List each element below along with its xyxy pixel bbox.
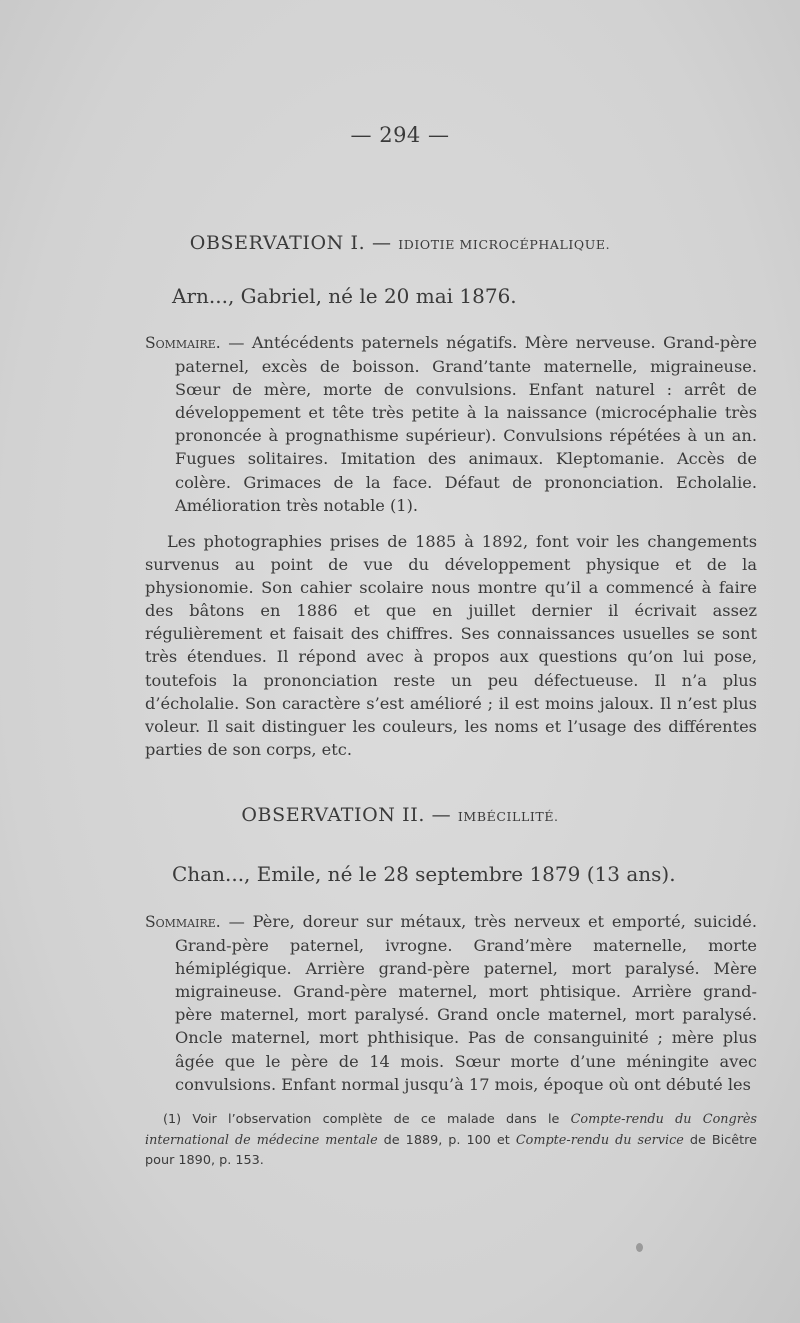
observation-1-body: Les photographies prises de 1885 à 1892, font voir les changements survenus au point de vue du développement physique et de la physionomie. Son cahier scolaire nous montre qu’il a commencé à faire des bâtons en 1886 et que en juillet dernier il écrivait assez régulièrement et faisait des chiffres. Ses connaissances usuelles se sont très étendues. Il répond avec à propos aux questions qu’on lui pose, toutefois la prononciation reste un peu défectueuse. Il n’a plus d’écholalie. Son caractère s’est amélioré ; il est moins jaloux. Il n’est plus voleur. Il sait distinguer les couleurs, les noms et l’usage des différentes parties de son corps, etc. [145,532,757,759]
observation-2-summary-label: Sommaire. [145,913,221,931]
footnote-text-middle: de 1889, p. 100 et [383,1132,510,1148]
footnote-italic-title-1: Compte-rendu du Congrès international de médecine mentale [145,1112,757,1148]
footnote-italic-title-2: Compte-rendu du service [515,1132,684,1148]
footnote-marker: (1) [163,1112,182,1127]
observation-2-heading [0,804,800,826]
observation-1-summary-text: — Antécédents paternels négatifs. Mère nerveuse. Grand-père paternel, excès de boisson. Grand’tante maternelle, migraineuse. Sœur de mère, morte de convulsions. Enfant naturel : arrêt de développement et tête très petite à la naissance (microcéphalie très prononcée à prognathisme supérieur). Convulsions répétées à un an. Fugues solitaires. Imitation des animaux. Kleptomanie. Accès de colère. Grimaces de la face. Défaut de prononciation. Echolalie. Amélioration très notable (1). [175,333,757,515]
observation-1-title: OBSERVATION I. [189,232,366,254]
observation-2-title: OBSERVATION II. [241,804,425,826]
ink-speck [636,1243,643,1252]
observation-1-heading [0,232,800,254]
observation-1-patient: Arn..., Gabriel, né le 20 mai 1876. [172,284,517,308]
footnote-text-before: Voir l’observation complète de ce malade dans le [192,1112,560,1127]
observation-2-patient: Chan..., Emile, né le 28 septembre 1879 (13 ans). [172,862,676,886]
observation-2-summary-text: — Père, doreur sur métaux, très nerveux et emporté, suicidé. Grand-père paternel, ivrogne. Grand’mère maternelle, morte hémiplégique. Arrière grand-père paternel, mort paralysé. Mère migraineuse. Grand-père maternel, mort phtisique. Arrière grand-père maternel, mort paralysé. Grand oncle maternel, mort paralysé. Oncle maternel, mort phthisique. Pas de consanguinité ; mère plus âgée que le père de 14 mois. Sœur morte d’une méningite avec convulsions. Enfant normal jusqu’à 17 mois, époque où ont débuté les [175,912,757,1094]
footnote [145,1110,757,1172]
observation-1-summary-label: Sommaire. [145,334,221,352]
observation-2-subtitle: IMBÉCILLITÉ. [457,809,559,824]
observation-2-dash: — [431,804,452,826]
observation-2-summary [145,910,757,1096]
observation-1-dash: — [371,232,392,254]
observation-1-subtitle: IDIOTIE MICROCÉPHALIQUE. [398,237,611,252]
page-number: — 294 — [350,123,450,147]
observation-1-summary [145,331,757,517]
footnote-text-after: de Bicêtre pour 1890, p. 153. [145,1132,757,1168]
